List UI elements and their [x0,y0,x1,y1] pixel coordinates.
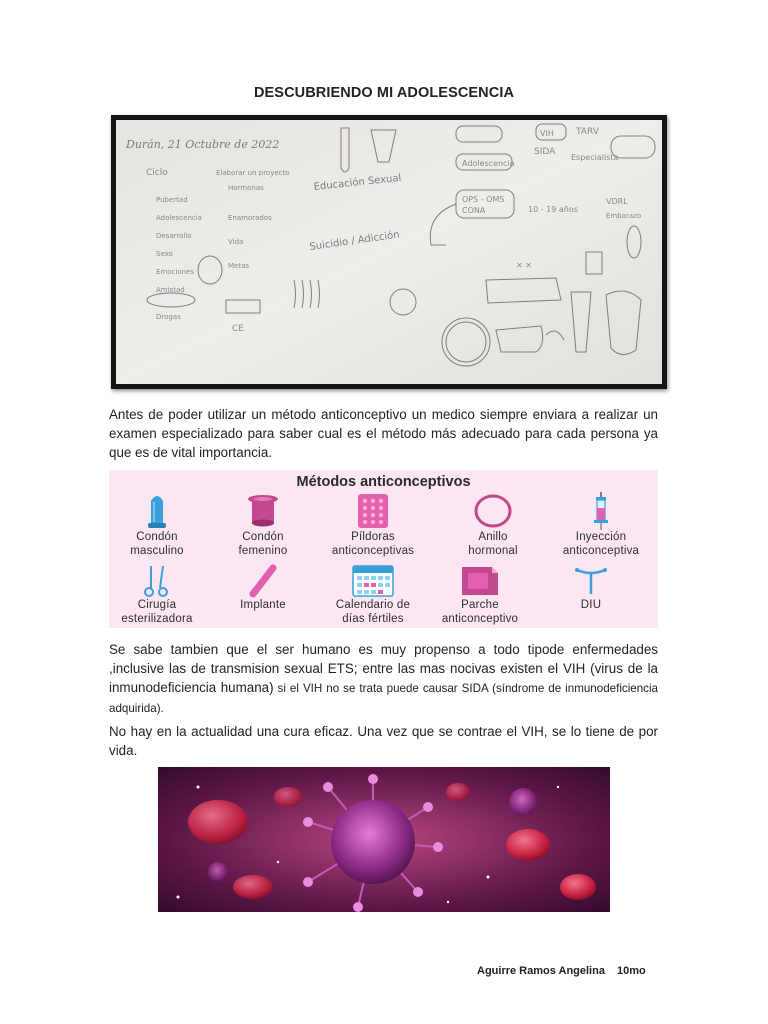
whiteboard-note: Enamorados [228,214,272,222]
whiteboard-note: VDRL [606,197,628,206]
whiteboard-note: Embarazo [606,212,642,220]
method-female-condom: Condón femenino [208,492,318,557]
method-patch: Parche anticonceptivo [425,564,535,625]
whiteboard-note: Sexo [156,250,173,258]
svg-text:Ciclo: Ciclo [146,168,168,178]
method-injection: Inyección anticonceptiva [546,492,656,557]
patch-icon [458,564,502,598]
calendar-icon [349,564,397,598]
whiteboard-image [116,120,662,384]
whiteboard-note: Adolescencia [462,159,515,168]
method-pills: Píldoras anticonceptivas [318,492,428,557]
implant-icon [243,564,283,598]
svg-text:Amistad: Amistad [156,286,185,294]
syringe-icon [581,492,621,530]
author-grade: 10mo [616,965,646,977]
contraceptive-infographic [109,470,658,628]
method-surgery: Cirugía esterilizadora [102,564,212,625]
paragraph-1: Antes de poder utilizar un método anticonceptivo un medico siempre enviara a realizar un examen especializado para saber cual es el método más adecuado para cada persona ya que es de vital importancia. [109,407,658,460]
whiteboard-note: Hormonas [228,184,264,192]
author-name: Aguirre Ramos Angelina [477,965,605,977]
whiteboard-note: TARV [576,127,599,137]
pills-icon [353,492,393,530]
whiteboard-note: SIDA [534,147,556,157]
whiteboard-note: Suicidio / Adicción [308,229,401,253]
paragraph-2 [109,640,658,718]
whiteboard-note: CONA [462,206,486,215]
document-title: DESCUBRIENDO MI ADOLESCENCIA [253,85,515,101]
whiteboard-note: CE [232,324,244,334]
whiteboard-note: Pubertad [156,196,188,204]
method-iud: DIU [536,564,646,612]
whiteboard-date: Durán, 21 Octubre de 2022 [126,138,280,151]
method-implant: Implante [208,564,318,612]
iud-icon [571,564,611,598]
method-ring: Anillo hormonal [438,492,548,557]
whiteboard-note: Especialista [571,153,619,162]
whiteboard-note: Drogas [156,313,181,321]
whiteboard-note: VIH [540,129,554,138]
female-condom-icon [243,492,283,530]
svg-text:Desarrollo: Desarrollo [156,232,192,240]
svg-text:Vida: Vida [228,238,244,246]
paragraph-2-small: si el VIH no se trata puede causar SIDA (síndrome de inmunodeficiencia adquirida). [109,682,658,715]
whiteboard-note: 10 - 19 años [528,205,578,214]
paragraph-2-main: Se sabe tambien que el ser humano es muy propenso a todo tipode enfermedades ,inclusive las de transmision sexual ETS; entre las mas nocivas existen el VIH (virus de la inmunodeficiencia humana) [109,642,658,695]
svg-text:Metas: Metas [228,262,250,270]
svg-text:Emociones: Emociones [156,268,194,276]
whiteboard-note: Elaborar un proyecto [216,169,290,177]
infographic-title: Métodos anticonceptivos [296,474,471,490]
male-condom-icon [137,492,177,530]
ring-icon [473,492,513,530]
virus-illustration [158,767,610,912]
svg-text:✕ ✕: ✕ ✕ [516,261,532,270]
method-male-condom: Condón masculino [102,492,212,557]
method-calendar: Calendario de días fértiles [318,564,428,625]
paragraph-3: No hay en la actualidad una cura eficaz. Una vez que se contrae el VIH, se lo tiene de por vida. [109,724,658,758]
footer [477,965,646,977]
whiteboard-note: Educación Sexual [313,172,402,193]
whiteboard-photo [111,115,667,389]
surgery-scissors-icon [137,564,177,598]
virus-image [158,767,610,912]
whiteboard-note: OPS - OMS [462,195,505,204]
whiteboard-note: Adolescencia [156,214,202,222]
